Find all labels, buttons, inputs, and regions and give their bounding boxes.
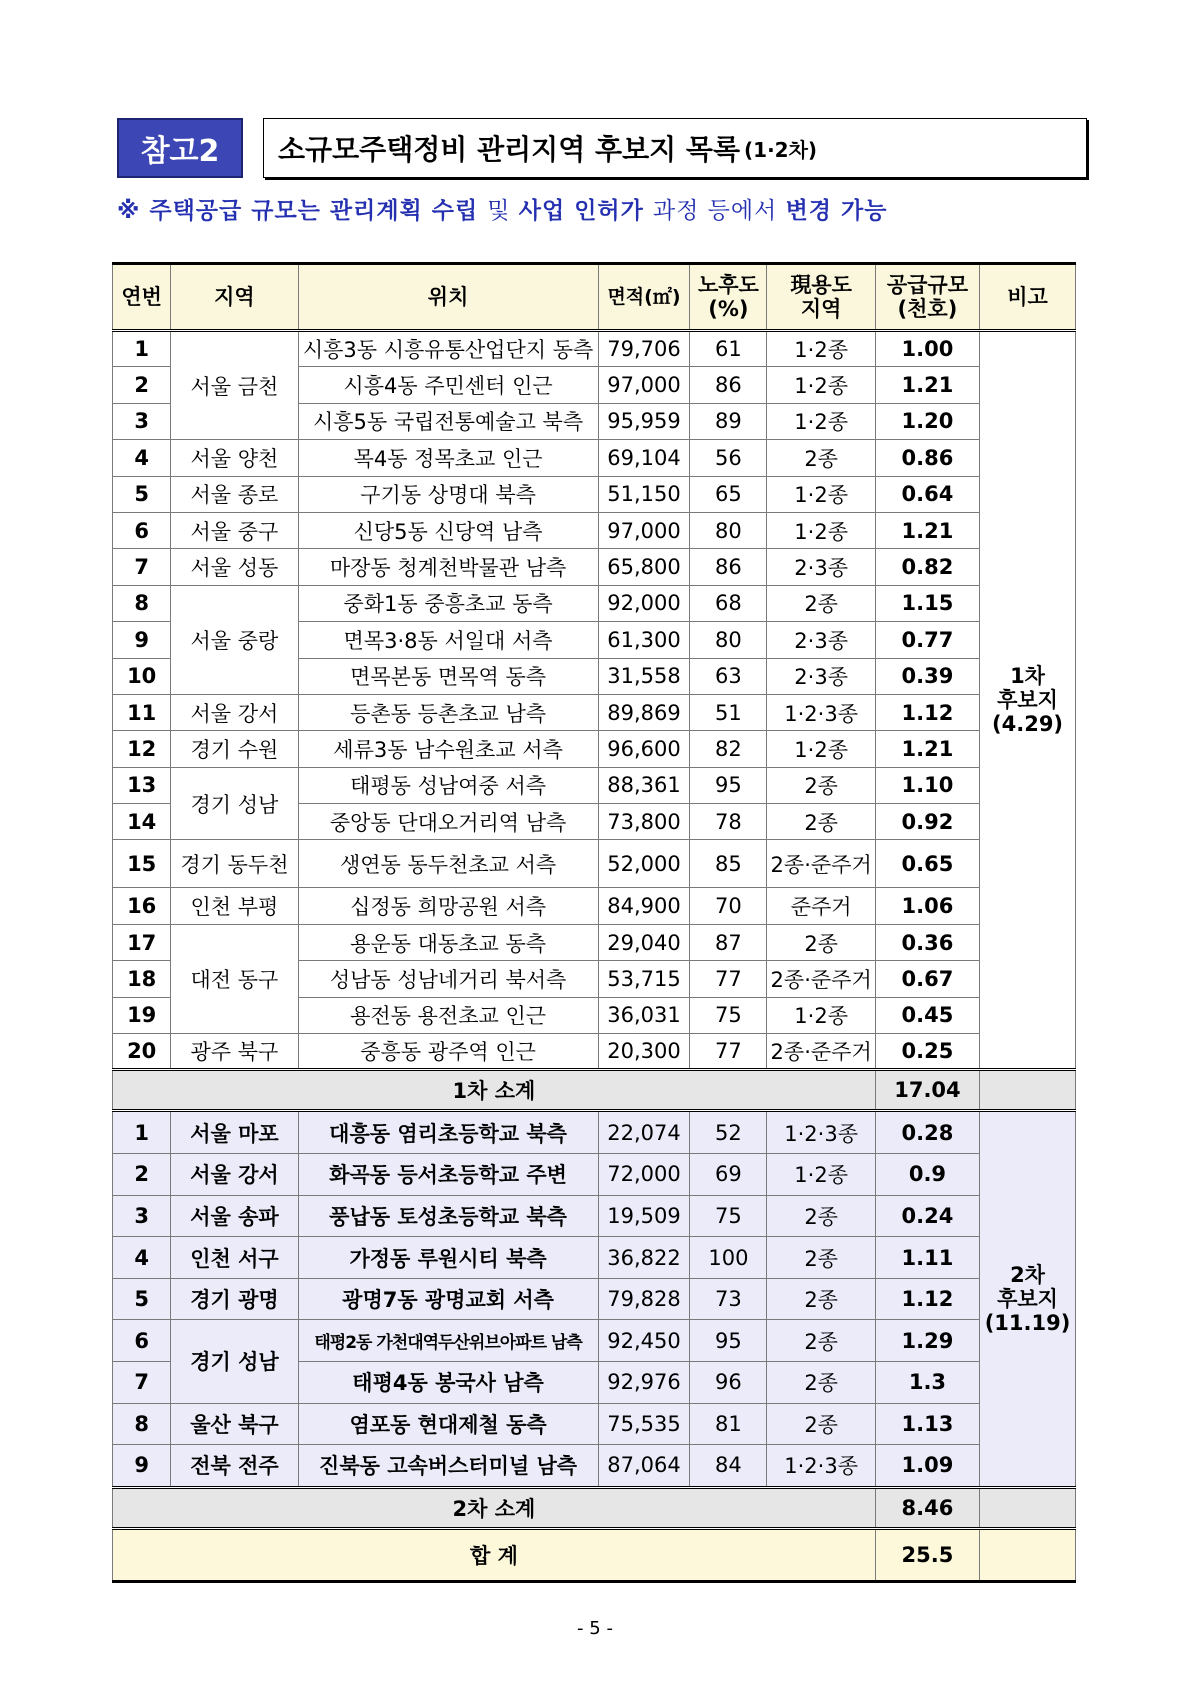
- row-area: 97,000: [598, 367, 690, 403]
- row-number: 8: [113, 585, 171, 621]
- row-decay: 96: [690, 1361, 767, 1403]
- row-location: 면목3·8동 서일대 서측: [298, 622, 598, 658]
- row-supply: 1.12: [875, 1278, 979, 1320]
- row-supply: 1.13: [875, 1403, 979, 1445]
- row-decay: 77: [690, 961, 767, 997]
- table-row: [113, 1320, 1076, 1362]
- row-location: 마장동 청계천박물관 남측: [298, 549, 598, 585]
- row-region: 경기 성남: [171, 767, 298, 840]
- row-supply: 1.21: [875, 367, 979, 403]
- header-region: 지역: [171, 264, 298, 331]
- row-zoning: 1·2종: [767, 1154, 875, 1196]
- row-zoning: 2종: [767, 1403, 875, 1445]
- row-supply: 1.11: [875, 1237, 979, 1279]
- row-number: 9: [113, 1445, 171, 1488]
- row-region: 경기 성남: [171, 1320, 298, 1403]
- subtotal-row: [113, 1070, 1076, 1111]
- row-zoning: 1·2종: [767, 731, 875, 767]
- remark-line: (11.19): [984, 1311, 1071, 1336]
- row-area: 61,300: [598, 622, 690, 658]
- row-supply: 0.64: [875, 476, 979, 512]
- row-number: 6: [113, 1320, 171, 1362]
- subtotal-value: 8.46: [875, 1487, 979, 1528]
- header-area: 면적(㎡): [598, 264, 690, 331]
- page-title: 소규모주택정비 관리지역 후보지 목록: [278, 133, 741, 166]
- row-zoning: 2종: [767, 440, 875, 476]
- subtotal-remark: [980, 1070, 1076, 1111]
- row-region: 서울 강서: [171, 694, 298, 730]
- row-supply: 0.39: [875, 658, 979, 694]
- row-area: 84,900: [598, 888, 690, 924]
- remark-line: (4.29): [992, 712, 1064, 737]
- table-row: [113, 1278, 1076, 1320]
- row-area: 88,361: [598, 767, 690, 803]
- row-area: 95,959: [598, 403, 690, 439]
- notice-part: 사업 인허가: [518, 197, 653, 224]
- row-number: 2: [113, 1154, 171, 1196]
- row-supply: 0.82: [875, 549, 979, 585]
- row-decay: 77: [690, 1034, 767, 1070]
- row-location: 등촌동 등촌초교 남측: [298, 694, 598, 730]
- row-area: 36,822: [598, 1237, 690, 1279]
- row-zoning: 1·2종: [767, 997, 875, 1033]
- row-location: 성남동 성남네거리 북서측: [298, 961, 598, 997]
- row-decay: 100: [690, 1237, 767, 1279]
- row-supply: 1.21: [875, 512, 979, 548]
- row-area: 51,150: [598, 476, 690, 512]
- row-number: 15: [113, 840, 171, 888]
- row-decay: 95: [690, 767, 767, 803]
- row-supply: 0.92: [875, 804, 979, 840]
- row-number: 5: [113, 1278, 171, 1320]
- row-supply: 0.86: [875, 440, 979, 476]
- table-row: [113, 767, 1076, 803]
- table-row: [113, 1237, 1076, 1279]
- row-number: 20: [113, 1034, 171, 1070]
- row-region: 대전 동구: [171, 924, 298, 1033]
- row-decay: 52: [690, 1111, 767, 1154]
- row-location: 용전동 용전초교 인근: [298, 997, 598, 1033]
- page-title-suffix: (1·2차): [744, 137, 818, 162]
- row-number: 6: [113, 512, 171, 548]
- row-supply: 1.3: [875, 1361, 979, 1403]
- row-decay: 95: [690, 1320, 767, 1362]
- row-region: 경기 광명: [171, 1278, 298, 1320]
- row-decay: 86: [690, 367, 767, 403]
- subtotal-row: [113, 1487, 1076, 1528]
- row-location: 태평4동 봉국사 남측: [298, 1361, 598, 1403]
- remark-line: 2차: [1010, 1263, 1045, 1288]
- row-number: 3: [113, 403, 171, 439]
- row-zoning: 1·2종: [767, 476, 875, 512]
- row-zoning: 1·2종: [767, 403, 875, 439]
- row-decay: 61: [690, 331, 767, 367]
- table-row: [113, 694, 1076, 730]
- row-region: 서울 종로: [171, 476, 298, 512]
- row-zoning: 1·2종: [767, 512, 875, 548]
- row-area: 92,976: [598, 1361, 690, 1403]
- row-zoning: 2종: [767, 1320, 875, 1362]
- row-location: 중앙동 단대오거리역 남측: [298, 804, 598, 840]
- table-row: [113, 331, 1076, 367]
- row-number: 10: [113, 658, 171, 694]
- row-zoning: 2·3종: [767, 658, 875, 694]
- row-area: 31,558: [598, 658, 690, 694]
- table-row: [113, 1445, 1076, 1488]
- row-region: 서울 성동: [171, 549, 298, 585]
- row-location: 태평동 성남여중 서측: [298, 767, 598, 803]
- table-row: [113, 840, 1076, 888]
- row-decay: 69: [690, 1154, 767, 1196]
- row-decay: 85: [690, 840, 767, 888]
- row-area: 29,040: [598, 924, 690, 960]
- row-number: 2: [113, 367, 171, 403]
- row-region: 울산 북구: [171, 1403, 298, 1445]
- row-area: 69,104: [598, 440, 690, 476]
- row-remark: [980, 1111, 1076, 1487]
- row-location: 면목본동 면목역 동측: [298, 658, 598, 694]
- row-decay: 63: [690, 658, 767, 694]
- total-value: 25.5: [875, 1528, 979, 1581]
- row-supply: 1.06: [875, 888, 979, 924]
- header-no: 연번: [113, 264, 171, 331]
- row-area: 92,450: [598, 1320, 690, 1362]
- row-decay: 78: [690, 804, 767, 840]
- subtotal-value: 17.04: [875, 1070, 979, 1111]
- row-supply: 1.12: [875, 694, 979, 730]
- row-location: 광명7동 광명교회 서측: [298, 1278, 598, 1320]
- row-decay: 82: [690, 731, 767, 767]
- row-region: 서울 양천: [171, 440, 298, 476]
- subtotal-label: 1차 소계: [113, 1070, 876, 1111]
- table-row: [113, 440, 1076, 476]
- row-region: 경기 수원: [171, 731, 298, 767]
- row-location: 용운동 대동초교 동측: [298, 924, 598, 960]
- row-number: 4: [113, 440, 171, 476]
- row-area: 96,600: [598, 731, 690, 767]
- row-region: 서울 마포: [171, 1111, 298, 1154]
- title-box: [263, 118, 1087, 178]
- table-row: [113, 731, 1076, 767]
- row-supply: 0.45: [875, 997, 979, 1033]
- row-number: 19: [113, 997, 171, 1033]
- remark-line: 후보지: [997, 688, 1058, 713]
- row-region: 서울 금천: [171, 331, 298, 440]
- row-region: 서울 중구: [171, 512, 298, 548]
- subtotal-label: 2차 소계: [113, 1487, 876, 1528]
- row-decay: 80: [690, 622, 767, 658]
- row-zoning: 2종·준주거: [767, 961, 875, 997]
- row-zoning: 2·3종: [767, 622, 875, 658]
- row-area: 97,000: [598, 512, 690, 548]
- row-region: 서울 강서: [171, 1154, 298, 1196]
- row-decay: 75: [690, 1195, 767, 1237]
- row-region: 서울 송파: [171, 1195, 298, 1237]
- row-decay: 81: [690, 1403, 767, 1445]
- row-location: 중흥동 광주역 인근: [298, 1034, 598, 1070]
- row-number: 11: [113, 694, 171, 730]
- row-decay: 87: [690, 924, 767, 960]
- row-location: 목4동 정목초교 인근: [298, 440, 598, 476]
- row-number: 7: [113, 549, 171, 585]
- row-zoning: 1·2종: [767, 331, 875, 367]
- row-number: 13: [113, 767, 171, 803]
- row-area: 53,715: [598, 961, 690, 997]
- row-remark: [980, 331, 1076, 1070]
- row-zoning: 2종: [767, 1361, 875, 1403]
- row-region: 광주 북구: [171, 1034, 298, 1070]
- row-location: 화곡동 등서초등학교 주변: [298, 1154, 598, 1196]
- row-area: 36,031: [598, 997, 690, 1033]
- row-number: 4: [113, 1237, 171, 1279]
- table-row: [113, 924, 1076, 960]
- row-supply: 0.65: [875, 840, 979, 888]
- row-supply: 0.24: [875, 1195, 979, 1237]
- row-decay: 68: [690, 585, 767, 621]
- header-supply: 공급규모 (천호): [875, 264, 979, 331]
- row-location: 염포동 현대제철 동측: [298, 1403, 598, 1445]
- notice-text: [117, 190, 1077, 226]
- row-decay: 65: [690, 476, 767, 512]
- total-row: [113, 1528, 1076, 1581]
- row-decay: 75: [690, 997, 767, 1033]
- table-row: [113, 1195, 1076, 1237]
- table-row: [113, 1403, 1076, 1445]
- row-decay: 89: [690, 403, 767, 439]
- row-number: 5: [113, 476, 171, 512]
- row-supply: 1.15: [875, 585, 979, 621]
- row-zoning: 2종: [767, 585, 875, 621]
- row-area: 72,000: [598, 1154, 690, 1196]
- row-zoning: 2종: [767, 1237, 875, 1279]
- row-zoning: 2·3종: [767, 549, 875, 585]
- row-decay: 56: [690, 440, 767, 476]
- row-supply: 0.67: [875, 961, 979, 997]
- row-location: 생연동 동두천초교 서측: [298, 840, 598, 888]
- table-row: [113, 585, 1076, 621]
- row-number: 18: [113, 961, 171, 997]
- row-location: 가정동 루원시티 북측: [298, 1237, 598, 1279]
- row-number: 1: [113, 1111, 171, 1154]
- header-decay: 노후도 (%): [690, 264, 767, 331]
- row-area: 73,800: [598, 804, 690, 840]
- header-row: [117, 118, 1087, 178]
- row-region: 인천 서구: [171, 1237, 298, 1279]
- row-area: 75,535: [598, 1403, 690, 1445]
- row-zoning: 2종·준주거: [767, 840, 875, 888]
- row-number: 8: [113, 1403, 171, 1445]
- row-zoning: 1·2·3종: [767, 694, 875, 730]
- row-area: 79,706: [598, 331, 690, 367]
- notice-part: 변경 가능: [785, 197, 888, 224]
- header-zoning: 現용도 지역: [767, 264, 875, 331]
- row-number: 3: [113, 1195, 171, 1237]
- row-zoning: 2종: [767, 1195, 875, 1237]
- row-location: 풍납동 토성초등학교 북측: [298, 1195, 598, 1237]
- row-region: 서울 중랑: [171, 585, 298, 694]
- row-supply: 0.36: [875, 924, 979, 960]
- row-decay: 73: [690, 1278, 767, 1320]
- row-decay: 84: [690, 1445, 767, 1488]
- row-number: 9: [113, 622, 171, 658]
- remark-line: 후보지: [997, 1287, 1058, 1312]
- notice-part: 과정 등에서: [652, 197, 786, 224]
- row-number: 14: [113, 804, 171, 840]
- row-supply: 1.10: [875, 767, 979, 803]
- row-supply: 0.77: [875, 622, 979, 658]
- total-label: 합 계: [113, 1528, 876, 1581]
- row-location: 진북동 고속버스터미널 남측: [298, 1445, 598, 1488]
- table-row: [113, 476, 1076, 512]
- row-zoning: 2종: [767, 767, 875, 803]
- row-location: 대흥동 염리초등학교 북측: [298, 1111, 598, 1154]
- row-area: 92,000: [598, 585, 690, 621]
- row-location: 태평2동 가천대역두산위브아파트 남측: [298, 1320, 598, 1362]
- row-location: 십정동 희망공원 서측: [298, 888, 598, 924]
- row-zoning: 준주거: [767, 888, 875, 924]
- row-area: 87,064: [598, 1445, 690, 1488]
- row-region: 인천 부평: [171, 888, 298, 924]
- row-area: 19,509: [598, 1195, 690, 1237]
- total-remark: [980, 1528, 1076, 1581]
- row-supply: 0.28: [875, 1111, 979, 1154]
- row-region: 전북 전주: [171, 1445, 298, 1488]
- row-location: 시흥4동 주민센터 인근: [298, 367, 598, 403]
- row-number: 16: [113, 888, 171, 924]
- table-row: [113, 512, 1076, 548]
- row-decay: 80: [690, 512, 767, 548]
- remark-line: 1차: [1010, 664, 1045, 689]
- row-area: 89,869: [598, 694, 690, 730]
- row-decay: 86: [690, 549, 767, 585]
- row-supply: 0.25: [875, 1034, 979, 1070]
- row-zoning: 1·2·3종: [767, 1111, 875, 1154]
- row-zoning: 1·2종: [767, 367, 875, 403]
- row-area: 22,074: [598, 1111, 690, 1154]
- row-location: 시흥3동 시흥유통산업단지 동측: [298, 331, 598, 367]
- row-supply: 1.09: [875, 1445, 979, 1488]
- row-number: 12: [113, 731, 171, 767]
- row-supply: 0.9: [875, 1154, 979, 1196]
- row-area: 65,800: [598, 549, 690, 585]
- row-number: 1: [113, 331, 171, 367]
- row-location: 신당5동 신당역 남측: [298, 512, 598, 548]
- row-location: 중화1동 중흥초교 동측: [298, 585, 598, 621]
- row-supply: 1.00: [875, 331, 979, 367]
- row-location: 세류3동 남수원초교 서측: [298, 731, 598, 767]
- candidate-table: [112, 262, 1076, 1583]
- notice-part: ※ 주택공급 규모는 관리계획 수립: [117, 197, 488, 224]
- table-header-row: [113, 264, 1076, 331]
- notice-part: 및: [487, 197, 519, 224]
- row-supply: 1.21: [875, 731, 979, 767]
- row-number: 17: [113, 924, 171, 960]
- row-zoning: 2종: [767, 924, 875, 960]
- row-region: 경기 동두천: [171, 840, 298, 888]
- row-decay: 51: [690, 694, 767, 730]
- table-body: [113, 331, 1076, 1582]
- row-zoning: 1·2·3종: [767, 1445, 875, 1488]
- row-zoning: 2종·준주거: [767, 1034, 875, 1070]
- row-area: 52,000: [598, 840, 690, 888]
- header-remark: 비고: [980, 264, 1076, 331]
- row-zoning: 2종: [767, 804, 875, 840]
- table-row: [113, 888, 1076, 924]
- table-row: [113, 1154, 1076, 1196]
- row-zoning: 2종: [767, 1278, 875, 1320]
- row-number: 7: [113, 1361, 171, 1403]
- subtotal-remark: [980, 1487, 1076, 1528]
- row-location: 구기동 상명대 북측: [298, 476, 598, 512]
- row-location: 시흥5동 국립전통예술고 북측: [298, 403, 598, 439]
- row-area: 20,300: [598, 1034, 690, 1070]
- row-area: 79,828: [598, 1278, 690, 1320]
- reference-label: 참고2: [117, 118, 243, 178]
- table-row: [113, 1034, 1076, 1070]
- table-row: [113, 549, 1076, 585]
- row-supply: 1.20: [875, 403, 979, 439]
- header-location: 위치: [298, 264, 598, 331]
- row-decay: 70: [690, 888, 767, 924]
- table-row: [113, 1111, 1076, 1154]
- page-number: - 5 -: [577, 1618, 613, 1639]
- row-supply: 1.29: [875, 1320, 979, 1362]
